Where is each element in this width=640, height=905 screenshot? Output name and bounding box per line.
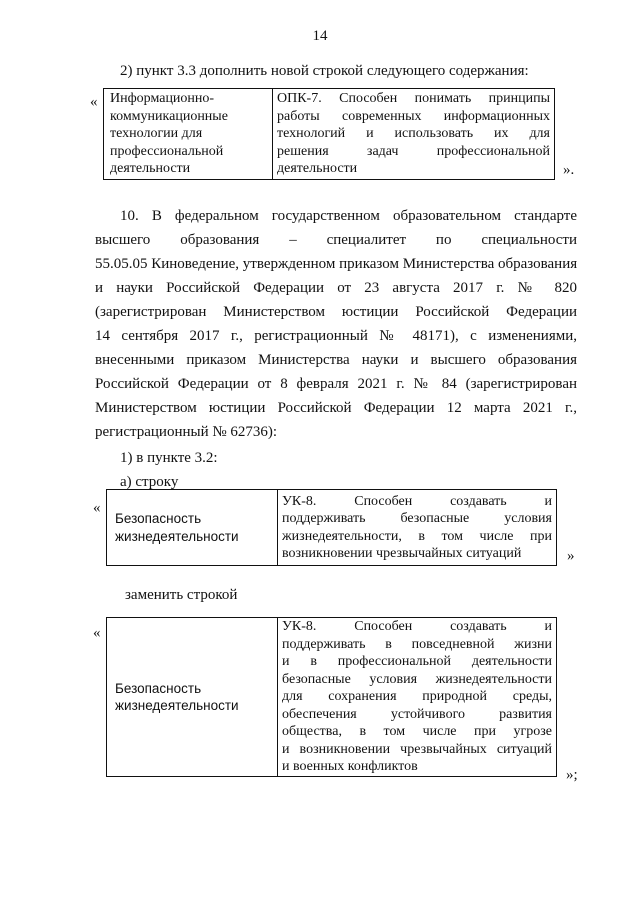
table3-right-cell — [278, 618, 557, 777]
table2-right-line: поддерживать безопасные условия — [282, 511, 552, 526]
table3-right-line: поддерживать в повседневной жизни — [282, 636, 552, 652]
table1-left-line: коммуникационные — [110, 108, 228, 124]
table1-left-line: деятельности — [110, 161, 191, 177]
table2-right-line: жизнедеятельности, в том числе при — [282, 528, 552, 544]
table3-right-line: общества, в том числе при угрозе — [282, 724, 552, 740]
table2-right-text — [282, 493, 552, 563]
paragraph10-line: 55.05.05 Киноведение, утвержденном приказом Министерства образования — [95, 256, 578, 272]
table1-left-cell — [104, 89, 273, 180]
table3-right-line: обеспечения устойчивого развития — [282, 706, 552, 722]
table1 — [103, 88, 555, 180]
table3-right-line: безопасные условия жизнедеятельности — [282, 671, 552, 687]
table1-left-text — [110, 90, 268, 178]
table3-left-text — [115, 680, 273, 715]
table1-left-line: профессиональной — [110, 143, 224, 159]
table1-close-quote: ». — [563, 162, 575, 178]
table2-right-line: возникновении чрезвычайных ситуаций — [282, 546, 522, 561]
table2-close-quote: » — [567, 548, 575, 564]
item-1: 1) в пункте 3.2: — [120, 450, 218, 466]
page-number: 14 — [312, 28, 328, 44]
table3-row — [107, 618, 557, 777]
paragraph10-line: 14 сентября 2017 г., регистрационный № 48171), с изменениями, — [95, 328, 577, 344]
table2-left-line: Безопасность — [115, 511, 202, 526]
table2-row — [107, 490, 557, 566]
table3-left-line: жизнедеятельности — [115, 698, 239, 713]
table2-left-line: жизнедеятельности — [115, 528, 239, 544]
table1-open-quote: « — [90, 94, 98, 110]
table3-close-quote: »; — [566, 767, 578, 783]
table2-right-cell — [278, 490, 557, 566]
paragraph10-line: Российской Федерации от 8 февраля 2021 г. № 84 (зарегистрирован — [95, 376, 577, 392]
table3-right-line: и возникновении чрезвычайных ситуаций — [282, 741, 552, 757]
table1-right-line: деятельности — [277, 161, 358, 177]
table1-right-text — [277, 90, 550, 178]
paragraph10-line: Министерством юстиции Российской Федерации 12 марта 2021 г., — [95, 400, 577, 416]
paragraph10-line: и науки Российской Федерации от 23 августа 2017 г. № 820 — [95, 280, 577, 296]
table3-open-quote: « — [93, 625, 101, 641]
table1-right-line: решения задач профессиональной — [277, 143, 550, 159]
paragraph10-line: внесенными приказом Министерства науки и высшего образования — [95, 352, 577, 368]
table3-right-text — [282, 618, 552, 776]
table1-left-line: технологии для — [110, 126, 203, 142]
table1-right-line: ОПК-7. Способен понимать принципы — [277, 91, 550, 107]
table3-left-line: Безопасность — [115, 680, 202, 696]
table2-left-text — [115, 510, 273, 545]
table3-left-cell — [107, 618, 278, 777]
intro-line: 2) пункт 3.3 дополнить новой строкой следующего содержания: — [120, 63, 529, 79]
replace-line: заменить строкой — [125, 587, 238, 603]
table3-right-line: и военных конфликтов — [282, 759, 418, 775]
table1-right-line: технологий и использовать их для — [277, 126, 550, 142]
table1-left-line: Информационно- — [110, 91, 215, 107]
paragraph10-line: 10. В федеральном государственном образовательном стандарте — [120, 208, 577, 224]
table3-right-line: и в профессиональной деятельности — [282, 654, 552, 670]
table2-open-quote: « — [93, 500, 101, 516]
table2-left-cell — [107, 490, 278, 566]
table2-right-line: УК-8. Способен создавать и — [282, 493, 552, 509]
paragraph10-line: регистрационный № 62736): — [95, 424, 278, 440]
table3-right-line: УК-8. Способен создавать и — [282, 619, 552, 635]
table3 — [106, 617, 557, 777]
paragraph10-line: высшего образования – специалитет по специальности — [95, 232, 577, 248]
table1-right-line: работы современных информационных — [277, 108, 550, 124]
table1-right-cell — [273, 89, 555, 180]
item-a: а) строку — [120, 474, 179, 490]
paragraph10-line: (зарегистрирован Министерством юстиции Российской Федерации — [95, 304, 577, 320]
table3-right-line: для сохранения природной среды, — [282, 689, 552, 705]
table1-row — [104, 89, 555, 180]
table2 — [106, 489, 557, 566]
